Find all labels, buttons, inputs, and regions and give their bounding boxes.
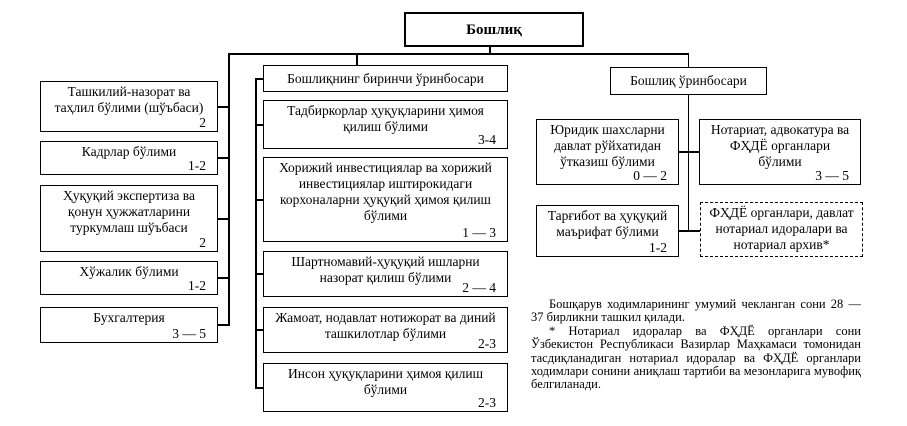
node-advocacy-legal-education-dept — [536, 205, 679, 257]
node-title: ФҲДЁ органлари, давлат нотариал идоралари ва нотариал архив* — [709, 205, 854, 252]
node-legal-expertise-dept — [40, 185, 218, 252]
connector-middle-stub-3 — [255, 273, 263, 275]
node-contract-legal-dept — [263, 251, 508, 297]
node-head-label: Бошлиқ — [466, 21, 522, 38]
node-title: Нотариат, адвокатура ва ФҲДЁ органлари бўлими — [710, 122, 850, 169]
staff-count: 2 — [199, 115, 206, 130]
connector-middle-stub-4 — [255, 329, 263, 331]
note-asterisk: * Нотариал идоралар ва ФҲДЁ органлари сони Ўзбекистон Республикаси Вазирлар Маҳкамаси томонидан тасдиқланадиган нотариал идоралар ва ФҲДЁ органлари ходимлари сонини аниқлаш тартиби ва мезонларига мувофиқ белгиланади. — [531, 323, 861, 392]
node-personnel-dept — [40, 141, 218, 175]
node-legal-entity-registration-dept — [536, 119, 679, 185]
connector-left-spine — [228, 53, 230, 326]
staff-count: 0 — 2 — [633, 168, 667, 183]
connector-left-stub-5 — [218, 324, 230, 326]
node-title: Тадбиркорлар ҳуқуқларини ҳимоя қилиш бўлими — [287, 103, 484, 134]
connector-left-stub-3 — [218, 218, 230, 220]
node-title: Хўжалик бўлими — [79, 264, 179, 279]
connector-left-stub-2 — [218, 157, 230, 159]
staff-count: 2 — 4 — [462, 280, 496, 295]
node-title: Шартномавий-ҳуқуқий ишларни назорат қилиш бўлими — [291, 254, 480, 285]
staff-count: 2 — [199, 235, 206, 250]
node-title: Бухгалтерия — [93, 310, 165, 325]
node-title: Инсон ҳуқуқларини ҳимоя қилиш бўлими — [288, 366, 483, 397]
connector-right-drop — [688, 53, 690, 68]
node-foreign-investment-dept — [263, 157, 508, 242]
staff-count: 1-2 — [188, 158, 206, 173]
node-notary-advocacy-dept — [699, 119, 861, 185]
node-title: Ташкилий-назорат ва таҳлил бўлими (шўъбаси) — [54, 84, 204, 115]
staff-count: 2-3 — [478, 395, 496, 410]
node-human-rights-dept — [263, 363, 508, 412]
node-title: Кадрлар бўлими — [81, 144, 177, 159]
node-ngo-religious-dept — [263, 307, 508, 353]
notes-block — [531, 298, 861, 392]
node-title: Ҳуқуқий экспертиза ва қонун ҳужжатларини туркумлаш шўъбаси — [62, 188, 195, 235]
node-org-control-dept — [40, 81, 218, 132]
node-entrepreneur-rights-dept — [263, 100, 508, 149]
connector-left-stub-1 — [218, 106, 230, 108]
node-head — [404, 12, 584, 47]
connector-right-row2 — [679, 230, 701, 232]
connector-middle-stub-1 — [255, 124, 263, 126]
node-title: Юридик шахсларни давлат рўйхатидан ўтказиш бўлими — [550, 122, 665, 169]
connector-left-stub-4 — [218, 277, 230, 279]
staff-count: 2-3 — [478, 336, 496, 351]
node-title: Бошлиқ ўринбосари — [630, 73, 747, 88]
node-fhdyo-organs-dashed — [700, 202, 863, 257]
staff-count: 1-2 — [188, 278, 206, 293]
node-economic-dept — [40, 261, 218, 295]
staff-count: 1-2 — [649, 240, 667, 255]
note-staff-limit: Бошқарув ходимларининг умумий чекланган сони 28 — 37 бирликни ташкил қилади. — [531, 297, 861, 325]
node-accounting-dept — [40, 307, 218, 343]
connector-middle-stub-2 — [255, 199, 263, 201]
node-title: Хорижий инвестициялар ва хорижий инвестициялар иштирокидаги корхоналарни ҳуқуқий ҳимоя қилиш бўлими — [279, 160, 492, 223]
node-title: Бошлиқнинг биринчи ўринбосари — [287, 70, 484, 86]
staff-count: 1 — 3 — [462, 225, 496, 240]
connector-middle-stub-5 — [255, 387, 263, 389]
node-title: Жамоат, нодавлат нотижорат ва диний ташкилотлар бўлими — [275, 310, 496, 341]
node-title: Тарғибот ва ҳуқуқий маърифат бўлими — [547, 208, 668, 239]
connector-right-row1 — [679, 151, 699, 153]
staff-count: 3 — 5 — [172, 326, 206, 341]
node-deputy — [610, 67, 767, 95]
staff-count: 3 — 5 — [815, 168, 849, 183]
connector-distributor — [228, 53, 689, 55]
connector-right-spine — [688, 95, 690, 231]
staff-count: 3-4 — [478, 132, 496, 147]
node-first-deputy — [263, 65, 508, 92]
